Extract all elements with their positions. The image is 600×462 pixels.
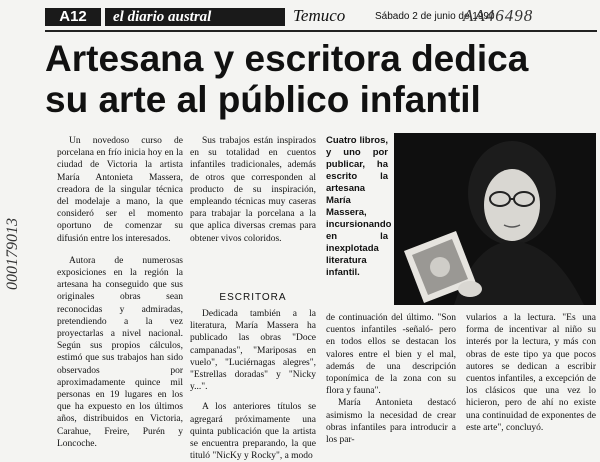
column-4: [466, 312, 596, 434]
column-3: [326, 312, 456, 446]
paragraph: de continuación del último. "Son cuentos infantiles -señaló- pero en todos ellos se destacan los valores entre el bien y el mal, además de una descripción toponímica de la zona con su flora y fauna".: [326, 313, 456, 397]
paragraph: vularios a la lectura. "Es una forma de incentivar al niño su interés por la lectura, y más con obras de este tipo ya que pocos autores se dedican a escribir cuentos infantiles, a excepción de los clásicos que una vez lo hicieron, pero de ahí no existe una continuidad de exponentes de este arte", concluyó.: [466, 313, 596, 433]
column-1: [57, 135, 183, 450]
archive-stamp: AA46498: [463, 6, 534, 25]
photo-caption: Cuatro libros, y uno por publicar, ha escrito la artesana María Massera, incursionando en la inexplotada literatura infantil.: [326, 135, 392, 278]
subheading: ESCRITORA: [219, 292, 287, 303]
page-header: [45, 6, 595, 28]
handwritten-city: Temuco: [293, 6, 346, 25]
headline: [45, 38, 597, 120]
newspaper-name: el diario austral: [105, 8, 285, 26]
paragraph: Dedicada también a la literatura, María Massera ha publicado las obras "Doce campanadas", "Mariposas en vuelo", "Luciérnagas alegres", "Estrellas doradas" y "Nicky y...".: [190, 309, 316, 393]
paragraph: A los anteriores títulos se agregará próximamente una quinta publicación que la artista se encuentra preparando, la que tituló "NicKy y Rocky", a modo: [190, 402, 316, 462]
page-number: A12: [45, 8, 101, 26]
column-2-continued: [190, 308, 316, 462]
portrait-illustration: [394, 133, 596, 305]
portrait-photo: [394, 133, 596, 305]
paragraph: Sus trabajos están inspirados en su totalidad en cuentos infantiles tradicionales, además de otros que corresponden al producto de su inspiración, empleando técnicas muy caseras para trabajar la porcelana a la que aplica diversas cremas para obtener vivos coloridos.: [190, 136, 316, 244]
paragraph: Autora de numerosas exposiciones en la región la artesana ha conseguido que sus originales obras sean reconocidas y admiradas, pretendiendo a la vez proyectarlas a nivel nacional. Según sus propios cálculos, estimó que sus trabajos han sido observados por aproximadamente quince mil personas en 19 lugares en los que ha expuesto en los últimos años, distribuidos en Victoria, Carahue, Freire, Purén y Loncoche.: [57, 255, 183, 449]
paragraph: María Antonieta destacó asimismo la necesidad de crear obras infantiles para introducir a los par-: [326, 398, 456, 446]
headline-line-2: su arte al público infantil: [45, 79, 481, 120]
paragraph: Un novedoso curso de porcelana en frío inicia hoy en la ciudad de Victoria la artista María Antonieta Massera, creadora de la singular técnica del modelaje a mano, la que consideró ser el momento oportuno de comenzar su difusión entre los interesados.: [57, 136, 183, 244]
issue-date: Sábado 2 de junio de 1990: [375, 11, 495, 22]
header-rule: [45, 30, 597, 32]
headline-line-1: Artesana y escritora dedica: [45, 38, 529, 79]
margin-stamp: 000179013: [4, 218, 21, 290]
column-2: [190, 135, 316, 245]
